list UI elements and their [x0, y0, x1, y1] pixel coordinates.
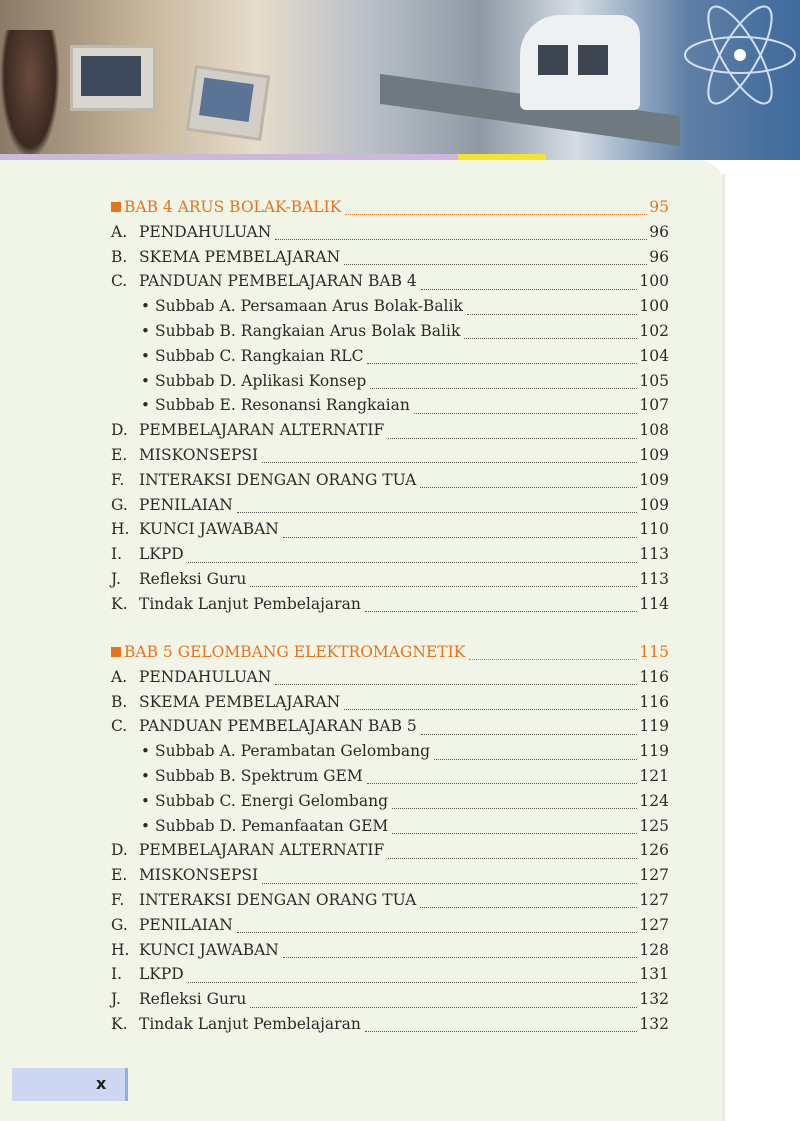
toc-page-number: 109: [639, 445, 669, 464]
leader-dots: [237, 931, 638, 933]
toc-entry-letter: D.: [111, 421, 128, 440]
toc-entry-letter: B.: [111, 692, 128, 711]
toc-page-number: 116: [639, 692, 669, 711]
toc-entry-letter: F.: [111, 890, 125, 909]
toc-entry[interactable]: [111, 223, 669, 248]
leader-dots: [367, 782, 638, 784]
toc-subentry[interactable]: [111, 322, 669, 347]
toc-entry-label: INTERAKSI DENGAN ORANG TUA: [139, 890, 417, 909]
toc-page-number: 96: [649, 247, 669, 266]
toc-page-number: 127: [639, 866, 669, 885]
toc-entry[interactable]: [111, 891, 669, 916]
toc-entry[interactable]: [111, 1015, 669, 1040]
toc-entry-letter: K.: [111, 594, 128, 613]
toc-entry[interactable]: [111, 545, 669, 570]
toc-page-number: 116: [639, 667, 669, 686]
leader-dots: [275, 238, 647, 240]
leader-dots: [392, 832, 637, 834]
toc-entry-letter: H.: [111, 940, 130, 959]
toc-entry-label: Subbab E. Resonansi Rangkaian: [155, 396, 410, 415]
toc-entry-label: PENDAHULUAN: [139, 667, 272, 686]
toc-entry-label: LKPD: [139, 545, 184, 564]
leader-dots: [344, 263, 647, 265]
leader-dots: [392, 807, 637, 809]
toc-entry-letter: H.: [111, 520, 130, 539]
header-banner-image: [0, 0, 800, 160]
toc-entry[interactable]: [111, 693, 669, 718]
toc-subentry[interactable]: [111, 792, 669, 817]
toc-page-number: 127: [639, 890, 669, 909]
toc-entry-label: Tindak Lanjut Pembelajaran: [139, 1014, 361, 1033]
toc-entry-label: PANDUAN PEMBELAJARAN BAB 5: [139, 717, 417, 736]
toc-chapter-5: [111, 643, 669, 1040]
leader-dots: [250, 585, 637, 587]
toc-entry-label: INTERAKSI DENGAN ORANG TUA: [139, 470, 417, 489]
toc-page-number: 107: [639, 396, 669, 415]
toc-page-number: 108: [639, 421, 669, 440]
toc-entry[interactable]: [111, 866, 669, 891]
panel-edge: [722, 174, 725, 1121]
toc-entry[interactable]: [111, 471, 669, 496]
toc-page-number: 109: [639, 495, 669, 514]
leader-dots: [365, 1030, 638, 1032]
toc-entry-label: PENDAHULUAN: [139, 222, 272, 241]
leader-dots: [283, 956, 638, 958]
toc-entry[interactable]: [111, 990, 669, 1015]
toc-entry-label: Subbab C. Rangkaian RLC: [155, 346, 364, 365]
toc-entry-letter: B.: [111, 247, 128, 266]
toc-entry-label: Subbab D. Pemanfaatan GEM: [155, 816, 389, 835]
leader-dots: [420, 906, 637, 908]
atom-icon: [650, 0, 800, 140]
toc-page-number: 100: [639, 297, 669, 316]
leader-dots: [262, 461, 637, 463]
toc-entry-label: MISKONSEPSI: [139, 445, 259, 464]
toc-page-number: 95: [649, 198, 669, 216]
toc-entry[interactable]: [111, 668, 669, 693]
toc-entry[interactable]: [111, 496, 669, 521]
toc-page-number: 114: [639, 594, 669, 613]
toc-page-number: 132: [639, 990, 669, 1009]
toc-page-number: 113: [639, 569, 669, 588]
bullet-icon: •: [141, 791, 150, 810]
toc-entry-label: KUNCI JAWABAN: [139, 520, 279, 539]
toc-entry[interactable]: [111, 446, 669, 471]
leader-dots: [262, 882, 637, 884]
leader-dots: [250, 1006, 637, 1008]
toc-subentry[interactable]: [111, 372, 669, 397]
toc-entry-letter: J.: [111, 990, 121, 1009]
toc-entry-letter: G.: [111, 495, 128, 514]
toc-entry[interactable]: [111, 421, 669, 446]
toc-entry-label: PENILAIAN: [139, 495, 233, 514]
toc-subentry[interactable]: [111, 347, 669, 372]
toc-entry-label: SKEMA PEMBELAJARAN: [139, 247, 341, 266]
toc-subentry[interactable]: [111, 742, 669, 767]
leader-dots: [237, 511, 638, 513]
toc-subentry[interactable]: [111, 297, 669, 322]
toc-entry-label: Subbab C. Energi Gelombang: [155, 791, 388, 810]
toc-page-number: 115: [639, 643, 669, 661]
bullet-icon: •: [141, 396, 150, 415]
toc-entry[interactable]: [111, 595, 669, 620]
toc-page-number: 110: [639, 520, 669, 539]
toc-entry-label: PEMBELAJARAN ALTERNATIF: [139, 841, 385, 860]
bullet-icon: •: [141, 321, 150, 340]
page-number-tab: [12, 1068, 128, 1101]
toc-entry-label: Subbab D. Aplikasi Konsep: [155, 371, 367, 390]
toc-entry-label: Refleksi Guru: [139, 990, 247, 1009]
toc-entry[interactable]: [111, 965, 669, 990]
toc-subentry[interactable]: [111, 767, 669, 792]
toc-entry[interactable]: [111, 916, 669, 941]
toc-page-number: 104: [639, 346, 669, 365]
toc-page-number: 100: [639, 272, 669, 291]
computer-monitor: [70, 45, 156, 111]
toc-subentry[interactable]: [111, 396, 669, 421]
toc-page-number: 113: [639, 545, 669, 564]
toc-entry-letter: A.: [111, 667, 128, 686]
toc-entry[interactable]: [111, 717, 669, 742]
toc-entry-letter: K.: [111, 1014, 128, 1033]
toc-entry-letter: G.: [111, 915, 128, 934]
leader-dots: [414, 412, 638, 414]
toc-entry-label: PEMBELAJARAN ALTERNATIF: [139, 421, 385, 440]
toc-entry-label: BAB 5 GELOMBANG ELEKTROMAGNETIK: [124, 643, 466, 661]
leader-dots: [388, 857, 637, 859]
person-silhouette: [0, 30, 60, 160]
toc-entry-label: SKEMA PEMBELAJARAN: [139, 692, 341, 711]
bullet-icon: •: [141, 346, 150, 365]
toc-page-number: 132: [639, 1014, 669, 1033]
toc-entry[interactable]: [111, 570, 669, 595]
leader-dots: [283, 536, 638, 538]
toc-entry[interactable]: [111, 248, 669, 273]
toc-entry-letter: A.: [111, 222, 128, 241]
toc-chapter-heading[interactable]: [111, 198, 669, 223]
bullet-icon: •: [141, 371, 150, 390]
toc-entry-label: MISKONSEPSI: [139, 866, 259, 885]
toc-chapter-heading[interactable]: [111, 643, 669, 668]
toc-entry-letter: I.: [111, 545, 123, 564]
leader-dots: [469, 658, 637, 660]
leader-dots: [365, 610, 638, 612]
leader-dots: [464, 337, 637, 339]
leader-dots: [275, 683, 637, 685]
toc-chapter-4: [111, 198, 669, 620]
leader-dots: [388, 437, 637, 439]
toc-entry-letter: E.: [111, 445, 128, 464]
toc-page-number: 127: [639, 915, 669, 934]
toc-entry-label: Subbab A. Perambatan Gelombang: [155, 742, 430, 761]
toc-entry-label: Subbab A. Persamaan Arus Bolak-Balik: [155, 297, 463, 316]
toc-page-number: 125: [639, 816, 669, 835]
bullet-icon: •: [141, 816, 150, 835]
leader-dots: [345, 213, 647, 215]
leader-dots: [188, 561, 638, 563]
toc-entry-letter: D.: [111, 841, 128, 860]
leader-dots: [421, 733, 638, 735]
toc-entry-label: KUNCI JAWABAN: [139, 940, 279, 959]
toc-entry-letter: I.: [111, 965, 123, 984]
toc-page-number: 119: [639, 717, 669, 736]
toc-page-number: 102: [639, 321, 669, 340]
leader-dots: [420, 486, 637, 488]
leader-dots: [344, 708, 637, 710]
toc-entry-label: Subbab B. Rangkaian Arus Bolak Balik: [155, 321, 461, 340]
toc-entry-letter: C.: [111, 272, 128, 291]
toc-entry-label: Refleksi Guru: [139, 569, 247, 588]
toc-page-number: 121: [639, 766, 669, 785]
bullet-icon: •: [141, 742, 150, 761]
toc-page-number: 126: [639, 841, 669, 860]
computer-monitor: [186, 65, 270, 141]
leader-dots: [188, 981, 638, 983]
toc-subentry[interactable]: [111, 817, 669, 842]
toc-page-number: 124: [639, 791, 669, 810]
toc-entry[interactable]: [111, 520, 669, 545]
toc-page-number: 131: [639, 965, 669, 984]
leader-dots: [421, 288, 638, 290]
page-number: x: [96, 1074, 107, 1093]
toc-page-number: 128: [639, 940, 669, 959]
toc-entry-letter: J.: [111, 569, 121, 588]
leader-dots: [467, 313, 638, 315]
leader-dots: [434, 758, 637, 760]
toc-entry-label: LKPD: [139, 965, 184, 984]
toc-entry[interactable]: [111, 841, 669, 866]
toc-page-number: 109: [639, 470, 669, 489]
toc-entry[interactable]: [111, 272, 669, 297]
toc-entry-label: BAB 4 ARUS BOLAK-BALIK: [124, 198, 342, 216]
toc-entry-label: Subbab B. Spektrum GEM: [155, 766, 363, 785]
toc-entry-label: PANDUAN PEMBELAJARAN BAB 4: [139, 272, 417, 291]
toc-page-number: 96: [649, 222, 669, 241]
maglev-train: [520, 15, 640, 110]
toc-entry-letter: E.: [111, 866, 128, 885]
bullet-icon: •: [141, 297, 150, 316]
square-bullet-icon: [111, 202, 121, 212]
toc-entry-letter: F.: [111, 470, 125, 489]
bullet-icon: •: [141, 766, 150, 785]
toc-page-number: 105: [639, 371, 669, 390]
toc-page-number: 119: [639, 742, 669, 761]
square-bullet-icon: [111, 647, 121, 657]
toc-entry-letter: C.: [111, 717, 128, 736]
toc-entry[interactable]: [111, 941, 669, 966]
toc-entry-label: PENILAIAN: [139, 915, 233, 934]
leader-dots: [370, 387, 637, 389]
leader-dots: [367, 362, 637, 364]
toc-entry-label: Tindak Lanjut Pembelajaran: [139, 594, 361, 613]
